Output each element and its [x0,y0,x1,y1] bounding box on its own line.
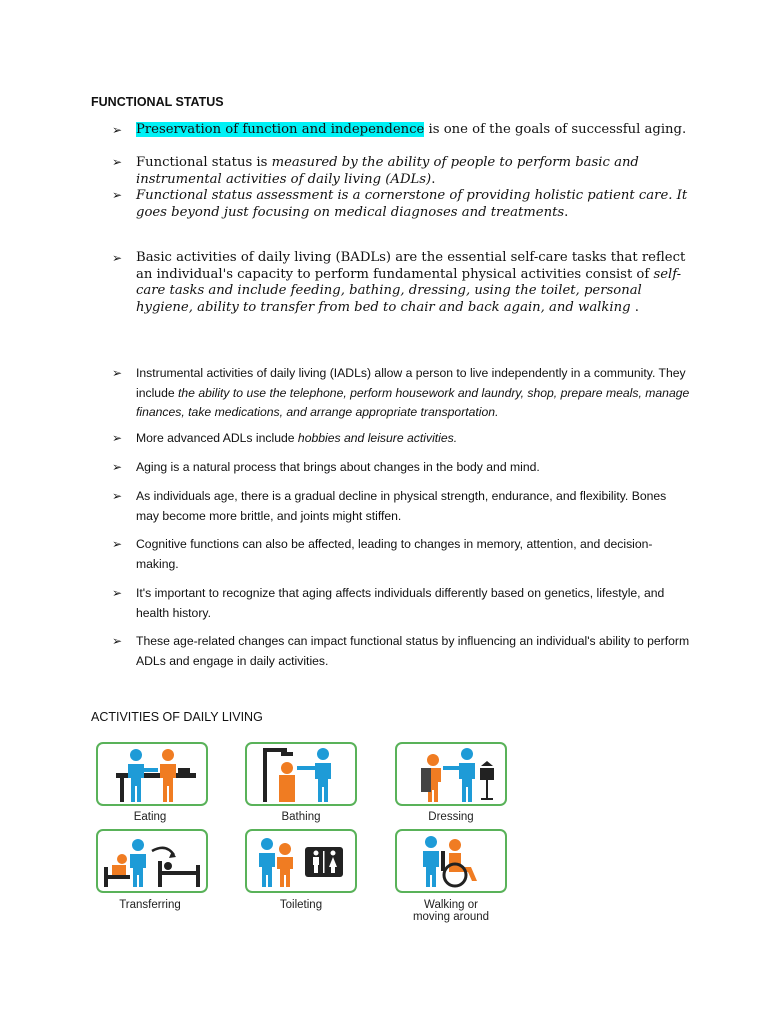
list-item: As individuals age, there is a gradual decline in physical strength, endurance, and flexibility. Bones may become more brittle, and joints might stiffen. [136,489,667,523]
item-text: More advanced ADLs include [136,431,298,445]
toileting-label: Toileting [279,899,323,911]
bullet-icon: ➢ [112,431,123,445]
walking-icon [397,831,505,891]
item-tail: . [564,204,569,220]
list-item: It's important to recognize that aging affects individuals differently based on genetics, lifestyle, and health history. [136,586,665,620]
bullet-icon: ➢ [112,586,123,600]
list-item [136,250,691,316]
item-text: Functional status is [136,155,272,170]
dressing-card [395,742,507,806]
bullet-icon: ➢ [112,188,123,202]
item-text: Instrumental activities of daily living (IADLs) allow a person to live independently in a community. They include [136,366,686,400]
item-emphasis: measured by the ability of people to perform basic and instrumental activities of daily living (ADLs) [136,155,639,187]
item-tail: . [431,171,436,187]
bathing-icon [247,744,355,804]
walking-label-line2: moving around [412,911,490,923]
item-emphasis: hobbies and leisure activities. [297,431,458,445]
item-text: Basic activities of daily living (BADLs) are the essential self-care tasks that reflect an individual's capacity to perform fundamental physical activities consist of [136,250,686,282]
item-emphasis: Functional status assessment is a cornerstone of providing holistic patient care. It goes beyond just focusing on medical diagnoses and treatments [136,188,688,220]
bullet-icon: ➢ [112,489,123,503]
eating-card [96,742,208,806]
bullet-icon: ➢ [112,460,123,474]
eating-label: Eating [133,811,167,823]
bullet-icon: ➢ [112,123,123,137]
bullet-icon: ➢ [112,634,123,648]
list-item: Aging is a natural process that brings about changes in the body and mind. [136,460,540,474]
bathing-card [245,742,357,806]
section-heading-functional-status: FUNCTIONAL STATUS [91,95,224,109]
list-item [136,188,691,221]
item-tail: . [630,299,639,315]
bullet-icon: ➢ [112,155,123,169]
dressing-label: Dressing [428,811,474,823]
list-item: Cognitive functions can also be affected, leading to changes in memory, attention, and decision-making. [136,537,653,571]
list-item: These age-related changes can impact functional status by influencing an individual's ability to perform ADLs and engage in daily activities. [136,634,690,668]
list-item [136,364,691,423]
section-heading-activities: ACTIVITIES OF DAILY LIVING [91,710,263,724]
walking-label [371,899,531,923]
transferring-card [96,829,208,893]
bullet-icon: ➢ [112,251,123,265]
walking-card [395,829,507,893]
bullet-icon: ➢ [112,537,123,551]
dressing-icon [397,744,505,804]
transferring-icon [98,831,206,891]
eating-icon [98,744,206,804]
bathing-label: Bathing [281,811,321,823]
list-item [136,122,691,139]
list-item [136,429,691,449]
list-item [136,155,691,188]
item-emphasis: self-care tasks and include feeding, bathing, dressing, using the toilet, personal hygiene, ability to transfer from bed to chair and back again, and walking [136,266,682,315]
walking-label-line1: Walking or [424,899,478,911]
toileting-icon [247,831,355,891]
item-text: is one of the goals of successful aging. [424,122,687,137]
highlighted-text: Preservation of function and independence [136,122,425,137]
transferring-label: Transferring [119,899,181,911]
item-emphasis: the ability to use the telephone, perform housework and laundry, shop, prepare meals, manage finances, take medications, and arrange appropriate transportation. [136,385,690,419]
bullet-icon: ➢ [112,366,123,380]
toileting-card [245,829,357,893]
